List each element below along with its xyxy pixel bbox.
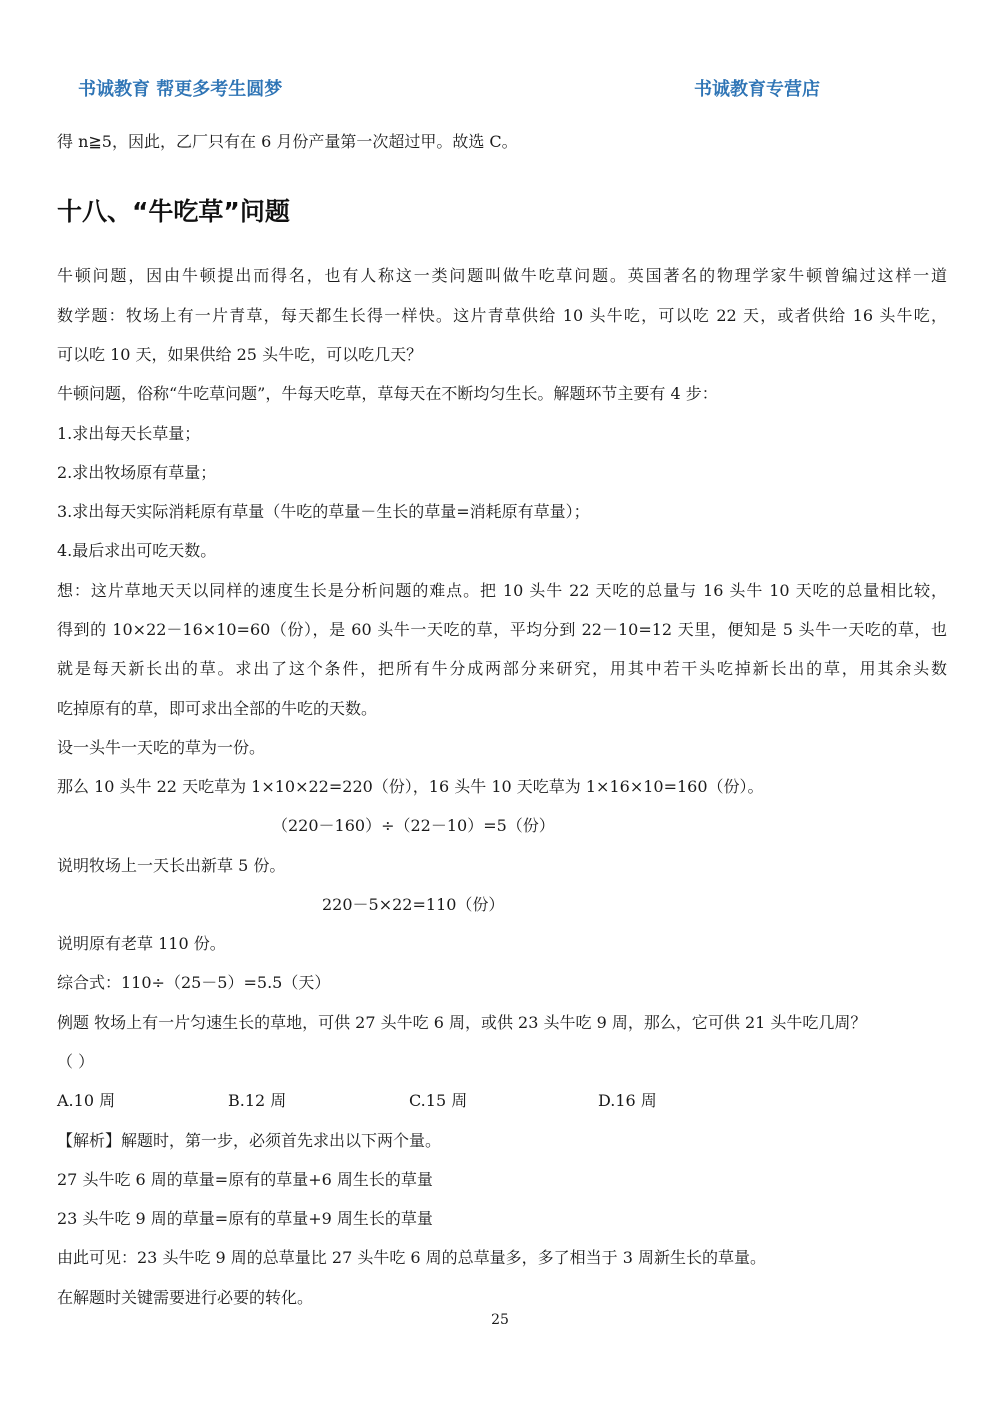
paragraph-2: 牛顿问题，俗称“牛吃草问题”，牛每天吃草，草每天在不断均匀生长。解题环节主要有 4 步： xyxy=(57,384,718,403)
section-title: 十八、“牛吃草”问题 xyxy=(57,197,290,226)
analysis-line-1: 27 头牛吃 6 周的草量=原有的草量+6 周生长的草量 xyxy=(57,1170,433,1189)
assumption: 设一头牛一天吃的草为一份。 xyxy=(57,738,266,757)
analysis-intro: 【解析】解题时，第一步，必须首先求出以下两个量。 xyxy=(57,1131,442,1150)
header-brand-slogan: 书诚教育 帮更多考生圆梦 xyxy=(78,79,283,100)
step-3: 3.求出每天实际消耗原有草量（牛吃的草量－生长的草量=消耗原有草量）； xyxy=(57,502,590,521)
analysis-line-4: 在解题时关键需要进行必要的转化。 xyxy=(57,1288,314,1307)
explanation-2: 说明原有老草 110 份。 xyxy=(57,934,226,953)
header-store-name: 书诚教育专营店 xyxy=(694,79,820,100)
option-c: C.15 周 xyxy=(409,1091,468,1110)
step-1: 1.求出每天长草量； xyxy=(57,424,201,443)
calculation-1: 那么 10 头牛 22 天吃草为 1×10×22=220（份），16 头牛 10 天吃草为 1×16×10=160（份）。 xyxy=(57,777,764,796)
option-d: D.16 周 xyxy=(598,1091,657,1110)
option-b: B.12 周 xyxy=(228,1091,287,1110)
page-number: 25 xyxy=(491,1312,509,1328)
intro-line: 得 n≧5，因此，乙厂只有在 6 月份产量第一次超过甲。故选 C。 xyxy=(57,132,518,151)
think-line-4: 吃掉原有的草，即可求出全部的牛吃的天数。 xyxy=(57,699,378,718)
step-2: 2.求出牧场原有草量； xyxy=(57,463,217,482)
analysis-line-2: 23 头牛吃 9 周的草量=原有的草量+9 周生长的草量 xyxy=(57,1209,433,1228)
option-a: A.10 周 xyxy=(57,1091,116,1110)
formula-2: 220－5×22=110（份） xyxy=(322,895,505,914)
paragraph-1-line-2: 数学题：牧场上有一片青草，每天都生长得一样快。这片青草供给 10 头牛吃，可以吃 22 天，或者供给 16 头牛吃， xyxy=(57,306,947,325)
paragraph-1-line-1: 牛顿问题，因由牛顿提出而得名，也有人称这一类问题叫做牛吃草问题。英国著名的物理学家牛顿曾编过这样一道 xyxy=(57,266,947,285)
example-question: 例题 牧场上有一片匀速生长的草地，可供 27 头牛吃 6 周，或供 23 头牛吃 9 周，那么，它可供 21 头牛吃几周？ xyxy=(57,1013,867,1032)
formula-1: （220－160）÷（22－10）=5（份） xyxy=(272,816,555,835)
paragraph-1-line-3: 可以吃 10 天，如果供给 25 头牛吃，可以吃几天？ xyxy=(57,345,423,364)
think-line-2: 得到的 10×22－16×10=60（份），是 60 头牛一天吃的草，平均分到 22－10=12 天里，便知是 5 头牛一天吃的草，也 xyxy=(57,620,947,639)
answer-blank: （ ） xyxy=(57,1052,95,1071)
explanation-1: 说明牧场上一天长出新草 5 份。 xyxy=(57,856,286,875)
think-line-3: 就是每天新长出的草。求出了这个条件，把所有牛分成两部分来研究，用其中若干头吃掉新长出的草，用其余头数 xyxy=(57,659,947,678)
combined-formula: 综合式：110÷（25－5）=5.5（天） xyxy=(57,973,331,992)
analysis-line-3: 由此可见：23 头牛吃 9 周的总草量比 27 头牛吃 6 周的总草量多，多了相当于 3 周新生长的草量。 xyxy=(57,1248,767,1267)
step-4: 4.最后求出可吃天数。 xyxy=(57,541,217,560)
think-line-1: 想：这片草地天天以同样的速度生长是分析问题的难点。把 10 头牛 22 天吃的总量与 16 头牛 10 天吃的总量相比较， xyxy=(57,581,947,600)
